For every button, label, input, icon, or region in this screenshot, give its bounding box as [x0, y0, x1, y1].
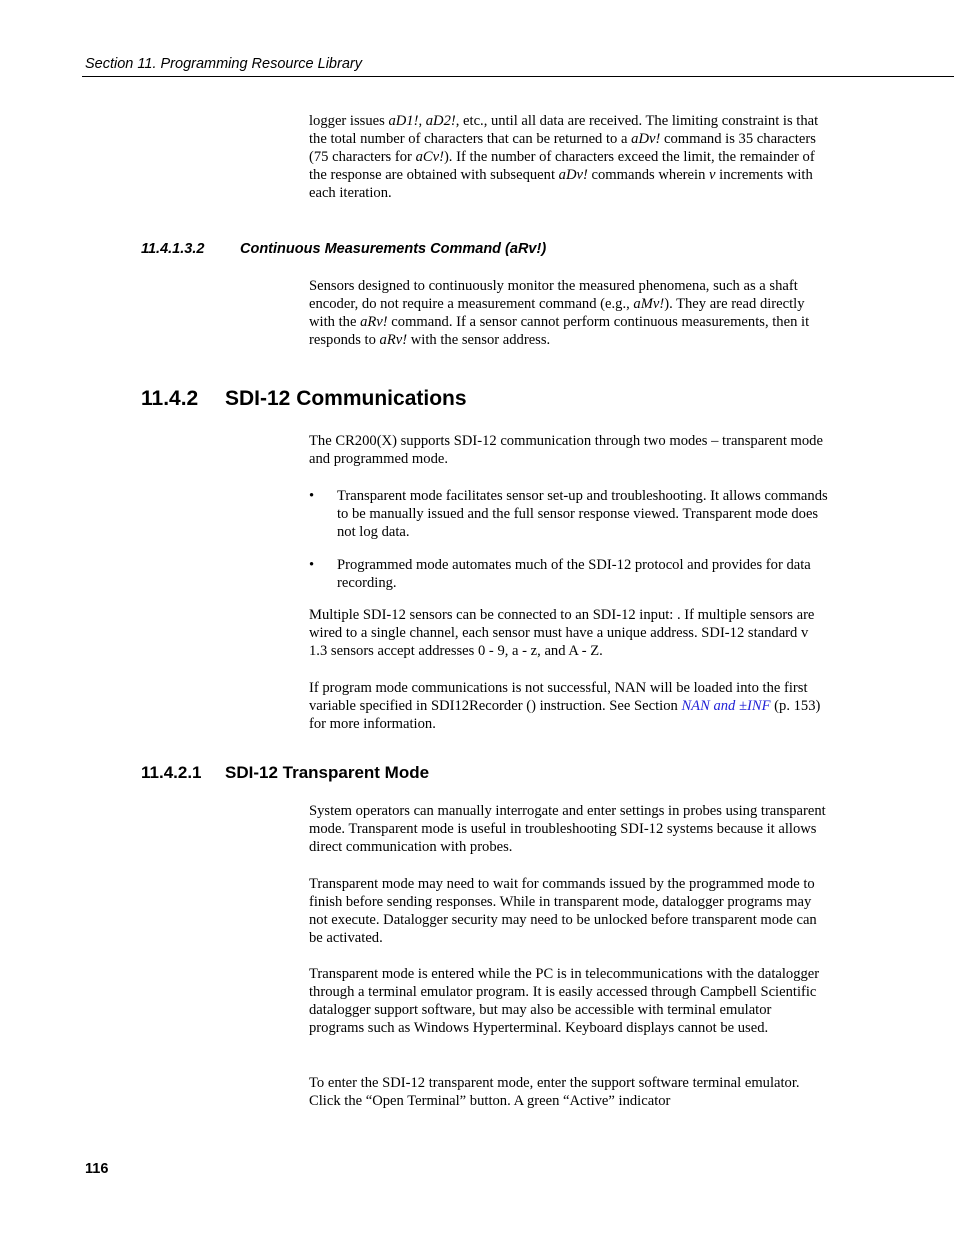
command-arv: aRv! [379, 332, 408, 348]
command-arv: aRv! [360, 314, 388, 330]
text-run: command is 35 characters (75 characters for [309, 131, 816, 165]
heading-number: 11.4.1.3.2 [141, 241, 205, 257]
text-run: with the sensor address. [407, 332, 551, 348]
command-amv: aMv! [633, 296, 665, 312]
heading-11-4-2-1 [141, 763, 429, 783]
text-run: increments with each iteration. [309, 167, 813, 201]
command-ad2: aD2! [425, 113, 456, 129]
heading-11-4-1-3-2 [141, 241, 546, 257]
heading-title: SDI-12 Communications [225, 387, 467, 410]
header-rule [82, 76, 954, 77]
page-number: 116 [85, 1161, 109, 1177]
text-run: ). If the number of characters exceed the limit, the remainder of the response are obtained with subsequent [309, 149, 815, 183]
heading-number: 11.4.2 [141, 387, 199, 410]
text-run: ). They are read directly with the [309, 296, 805, 330]
paragraph-continuous [309, 277, 829, 349]
heading-number: 11.4.2.1 [141, 763, 202, 782]
bullet-text: Transparent mode facilitates sensor set-up and troubleshooting. It allows commands to be manually issued and the full sensor response viewed. Transparent mode does not log data. [337, 488, 828, 540]
nan-inf-link[interactable]: NAN and ±INF [681, 698, 771, 714]
heading-title: SDI-12 Transparent Mode [225, 763, 430, 782]
paragraph-intro [309, 112, 829, 202]
paragraph-transparent-2: Transparent mode may need to wait for commands issued by the programmed mode to finish before sending responses. While in transparent mode, datalogger programs may not execute. Datalogger security may need to be unlocked before transparent mode can be activated. [309, 876, 817, 946]
paragraph-transparent-1: System operators can manually interrogate and enter settings in probes using transparent mode. Transparent mode is useful in troubleshooting SDI-12 systems because it allows direct communication with probes. [309, 803, 826, 855]
variable-v: v [709, 167, 716, 183]
text-run: If program mode communications is not successful, NAN will be loaded into the first variable specified in SDI12Recorder () instruction. See Section [309, 680, 808, 714]
paragraph-sdi-intro: The CR200(X) supports SDI-12 communication through two modes – transparent mode and programmed mode. [309, 433, 823, 467]
text-run: (p. 153) for more information. [309, 698, 821, 732]
command-adv: aDv! [558, 167, 588, 183]
running-header: Section 11. Programming Resource Library [85, 56, 362, 72]
paragraph-transparent-3: Transparent mode is entered while the PC is in telecommunications with the datalogger through a terminal emulator program. It is easily accessed through Campbell Scientific datalogger support software, but may also be accessible with terminal emulator programs such as Windows Hyperterminal. Keyboard displays cannot be used. [309, 966, 820, 1036]
text-run: logger issues [309, 113, 389, 129]
command-adv: aDv! [631, 131, 661, 147]
text-run: , [418, 113, 426, 129]
text-run: command. If a sensor cannot perform continuous measurements, then it responds to [309, 314, 810, 348]
bullet-icon: • [309, 488, 315, 504]
command-acv: aCv! [415, 149, 444, 165]
text-run: commands wherein [587, 167, 710, 183]
command-ad1: aD1! [388, 113, 419, 129]
text-run: Sensors designed to continuously monitor the measured phenomena, such as a shaft encoder, do not require a measurement command (e.g., [309, 278, 798, 312]
text-run: , etc., until all data are received. The limiting constraint is that the total number of characters that can be returned to a [309, 113, 819, 147]
bullet-icon: • [309, 557, 315, 573]
paragraph-transparent-4: To enter the SDI-12 transparent mode, enter the support software terminal emulator. Click the “Open Terminal” button. A green “Active” indicator [309, 1075, 800, 1109]
heading-11-4-2 [141, 387, 467, 411]
bullet-text: Programmed mode automates much of the SDI-12 protocol and provides for data recording. [337, 557, 811, 591]
paragraph-multiple-sensors: Multiple SDI-12 sensors can be connected to an SDI-12 input: . If multiple sensors are wired to a single channel, each sensor must have a unique address. SDI-12 standard v 1.3 sensors accept addresses 0 - 9, a - z, and A - Z. [309, 607, 815, 659]
heading-title: Continuous Measurements Command (aRv!) [240, 241, 547, 257]
paragraph-nan [309, 679, 829, 733]
